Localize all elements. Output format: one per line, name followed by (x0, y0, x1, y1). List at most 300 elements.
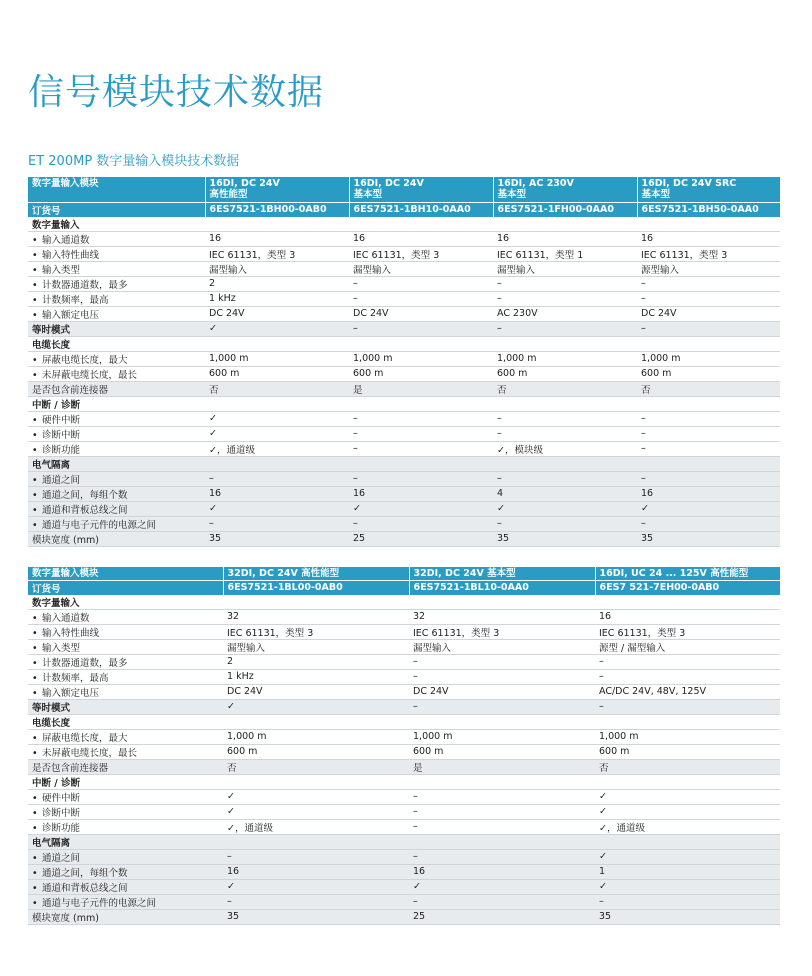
spec-table-2-body (28, 567, 780, 924)
spec-value: – (637, 276, 780, 291)
spec-value: DC 24V (349, 306, 493, 321)
spec-value: – (409, 669, 595, 684)
spec-value (349, 456, 493, 471)
bullet-glyph: • (32, 687, 38, 699)
spec-label-cell (28, 654, 223, 669)
spec-label-cell (28, 609, 223, 624)
order-number-row (28, 580, 780, 595)
spec-label: 数字量输入 (32, 597, 80, 609)
spec-value: ✓ (223, 699, 409, 714)
spec-value: 漏型输入 (409, 639, 595, 654)
spec-label-cell (28, 411, 205, 426)
module-name-header: 32DI, DC 24V 基本型 (409, 567, 595, 580)
spec-label-cell (28, 426, 205, 441)
spec-value: 1 (595, 864, 780, 879)
spec-row (28, 639, 780, 654)
order-number: 6ES7 521-7EH00-0AB0 (595, 580, 780, 595)
table-header-row (28, 567, 780, 580)
spec-value (205, 396, 349, 411)
spec-row (28, 276, 780, 291)
spec-value (205, 336, 349, 351)
spec-label-cell (28, 441, 205, 456)
spec-label: 诊断中断 (42, 429, 81, 441)
spec-label: 等时模式 (32, 324, 71, 336)
module-name: 16DI, DC 24V (353, 178, 424, 189)
spec-value (595, 595, 780, 610)
module-name-header: 32DI, DC 24V 高性能型 (223, 567, 409, 580)
spec-row (28, 714, 780, 729)
order-label: 订货号 (28, 202, 205, 217)
spec-label: 是否包含前连接器 (32, 384, 109, 396)
spec-value: 16 (223, 864, 409, 879)
spec-row (28, 246, 780, 261)
spec-value: IEC 61131，类型 1 (493, 246, 637, 261)
spec-row (28, 729, 780, 744)
spec-value: 16 (205, 231, 349, 246)
spec-value: ✓ (595, 804, 780, 819)
spec-value: 否 (223, 759, 409, 774)
spec-table-2 (28, 567, 780, 925)
bullet-glyph: • (32, 642, 38, 654)
spec-value: – (205, 471, 349, 486)
bullet-glyph: • (32, 249, 38, 261)
spec-row (28, 909, 780, 924)
spec-value (637, 456, 780, 471)
spec-label-cell (28, 261, 205, 276)
spec-label-cell (28, 744, 223, 759)
spec-label-cell (28, 879, 223, 894)
spec-row (28, 291, 780, 306)
spec-value: ✓，通道级 (595, 819, 780, 834)
spec-value: ✓ (223, 804, 409, 819)
spec-value (409, 714, 595, 729)
spec-value: 漏型输入 (349, 261, 493, 276)
spec-value: – (637, 441, 780, 456)
spec-label: 硬件中断 (42, 414, 81, 426)
spec-row (28, 595, 780, 610)
spec-label: 模块宽度 (mm) (32, 534, 99, 546)
spec-value: – (493, 276, 637, 291)
spec-label: 未屏蔽电缆长度，最长 (42, 747, 138, 759)
spec-value: – (409, 804, 595, 819)
spec-value: ✓，通道级 (223, 819, 409, 834)
module-name-header (493, 177, 637, 202)
spec-value: 25 (349, 531, 493, 546)
spec-value: ✓ (493, 501, 637, 516)
spec-label: 通道与电子元件的电源之间 (42, 897, 157, 909)
spec-value (349, 336, 493, 351)
spec-value: – (409, 789, 595, 804)
spec-value: ✓ (595, 849, 780, 864)
spec-row (28, 411, 780, 426)
spec-row (28, 819, 780, 834)
spec-value: 600 m (205, 366, 349, 381)
order-number: 6ES7521-1BL10-0AA0 (409, 580, 595, 595)
spec-value: – (637, 471, 780, 486)
spec-label: 计数频率，最高 (42, 672, 109, 684)
spec-row (28, 864, 780, 879)
spec-label: 屏蔽电缆长度，最大 (42, 354, 128, 366)
spec-label: 数字量输入 (32, 219, 80, 231)
spec-value (637, 217, 780, 232)
spec-label-cell (28, 789, 223, 804)
spec-label: 硬件中断 (42, 792, 81, 804)
bullet-glyph: • (32, 627, 38, 639)
spec-value: – (637, 426, 780, 441)
spec-value: DC 24V (637, 306, 780, 321)
bullet-glyph: • (32, 354, 38, 366)
spec-value: – (493, 321, 637, 336)
spec-label: 中断 / 诊断 (32, 777, 81, 789)
spec-value: IEC 61131，类型 3 (223, 624, 409, 639)
order-number: 6ES7521-1BH10-0AA0 (349, 202, 493, 217)
bullet-glyph: • (32, 657, 38, 669)
spec-label: 通道和背板总线之间 (42, 504, 128, 516)
spec-row (28, 894, 780, 909)
spec-value: ✓ (637, 501, 780, 516)
spec-value (637, 396, 780, 411)
spec-value: 漏型输入 (223, 639, 409, 654)
page-title: 信号模块技术数据 (28, 72, 325, 113)
order-number: 6ES7521-1BH50-0AA0 (637, 202, 780, 217)
spec-label-cell (28, 306, 205, 321)
spec-value: AC/DC 24V, 48V, 125V (595, 684, 780, 699)
spec-value: 源型输入 (637, 261, 780, 276)
spec-value (223, 714, 409, 729)
spec-value: ✓ (595, 789, 780, 804)
spec-row (28, 231, 780, 246)
spec-value: – (409, 819, 595, 834)
spec-row (28, 456, 780, 471)
spec-label: 电气隔离 (32, 837, 71, 849)
spec-value: 1,000 m (409, 729, 595, 744)
spec-label-cell (28, 471, 205, 486)
spec-value: – (349, 411, 493, 426)
spec-value: – (493, 516, 637, 531)
order-number: 6ES7521-1BH00-0AB0 (205, 202, 349, 217)
order-number: 6ES7521-1BL00-0AB0 (223, 580, 409, 595)
spec-value: 1,000 m (595, 729, 780, 744)
spec-label-cell (28, 516, 205, 531)
spec-value: – (637, 321, 780, 336)
bullet-glyph: • (32, 444, 38, 456)
spec-value: – (349, 276, 493, 291)
spec-value: 是 (349, 381, 493, 396)
spec-value: 4 (493, 486, 637, 501)
spec-value: 600 m (595, 744, 780, 759)
spec-label-cell (28, 501, 205, 516)
spec-value: 35 (493, 531, 637, 546)
spec-value (595, 834, 780, 849)
spec-value (223, 774, 409, 789)
spec-label-cell (28, 834, 223, 849)
spec-value: – (349, 291, 493, 306)
bullet-glyph: • (32, 234, 38, 246)
spec-value: 1,000 m (493, 351, 637, 366)
spec-row (28, 336, 780, 351)
table-header-row (28, 177, 780, 202)
spec-value: IEC 61131，类型 3 (205, 246, 349, 261)
spec-value: 16 (349, 486, 493, 501)
spec-label-cell (28, 804, 223, 819)
spec-value: ✓，模块级 (493, 441, 637, 456)
spec-row (28, 849, 780, 864)
spec-value: – (223, 849, 409, 864)
spec-row (28, 366, 780, 381)
spec-value (205, 217, 349, 232)
spec-row (28, 396, 780, 411)
bullet-glyph: • (32, 822, 38, 834)
spec-label-cell (28, 217, 205, 232)
spec-value: ✓ (409, 879, 595, 894)
bullet-glyph: • (32, 504, 38, 516)
spec-value: – (205, 516, 349, 531)
spec-value: 600 m (409, 744, 595, 759)
spec-label: 诊断中断 (42, 807, 81, 819)
spec-label-cell (28, 849, 223, 864)
spec-row (28, 306, 780, 321)
spec-value (223, 595, 409, 610)
spec-label: 电气隔离 (32, 459, 71, 471)
spec-value: ✓ (205, 501, 349, 516)
module-name-header (637, 177, 780, 202)
spec-value: – (409, 654, 595, 669)
spec-label: 是否包含前连接器 (32, 762, 109, 774)
spec-value: – (349, 441, 493, 456)
module-name: 16DI, DC 24V SRC (641, 178, 737, 189)
spec-value: IEC 61131，类型 3 (409, 624, 595, 639)
spec-label: 等时模式 (32, 702, 71, 714)
spec-value: – (349, 516, 493, 531)
spec-value: 32 (223, 609, 409, 624)
spec-value (349, 396, 493, 411)
spec-row (28, 441, 780, 456)
spec-value: 是 (409, 759, 595, 774)
spec-value: – (493, 291, 637, 306)
spec-value: 源型 / 漏型输入 (595, 639, 780, 654)
spec-value: ✓ (349, 501, 493, 516)
spec-row (28, 879, 780, 894)
spec-row (28, 609, 780, 624)
spec-value: – (637, 516, 780, 531)
spec-label: 屏蔽电缆长度，最大 (42, 732, 128, 744)
header-label: 数字量输入模块 (28, 177, 205, 202)
spec-label-cell (28, 624, 223, 639)
bullet-glyph: • (32, 867, 38, 879)
spec-value: 漏型输入 (205, 261, 349, 276)
spec-label-cell (28, 909, 223, 924)
spec-value: 35 (595, 909, 780, 924)
spec-label-cell (28, 291, 205, 306)
spec-row (28, 261, 780, 276)
spec-row (28, 684, 780, 699)
spec-label-cell (28, 864, 223, 879)
spec-row (28, 471, 780, 486)
spec-value: 32 (409, 609, 595, 624)
bullet-glyph: • (32, 474, 38, 486)
spec-value: – (409, 699, 595, 714)
spec-value: 否 (493, 381, 637, 396)
spec-value: 600 m (349, 366, 493, 381)
spec-label: 电缆长度 (32, 339, 71, 351)
spec-value (409, 774, 595, 789)
spec-value (493, 396, 637, 411)
spec-label: 未屏蔽电缆长度，最长 (42, 369, 138, 381)
spec-label: 输入额定电压 (42, 309, 100, 321)
module-name: 16DI, DC 24V (209, 178, 280, 189)
spec-value: ✓ (223, 879, 409, 894)
spec-label: 通道之间，每组个数 (42, 489, 128, 501)
spec-label: 输入额定电压 (42, 687, 100, 699)
spec-row (28, 516, 780, 531)
spec-value (595, 774, 780, 789)
spec-value: 漏型输入 (493, 261, 637, 276)
module-name-header (205, 177, 349, 202)
order-label: 订货号 (28, 580, 223, 595)
spec-row (28, 654, 780, 669)
spec-value: – (409, 849, 595, 864)
spec-label: 计数频率，最高 (42, 294, 109, 306)
spec-value: – (637, 411, 780, 426)
spec-label: 输入特性曲线 (42, 627, 100, 639)
bullet-glyph: • (32, 732, 38, 744)
spec-label-cell (28, 819, 223, 834)
spec-label: 通道和背板总线之间 (42, 882, 128, 894)
spec-value: 16 (637, 486, 780, 501)
spec-label-cell (28, 699, 223, 714)
spec-label-cell (28, 759, 223, 774)
spec-value: 16 (493, 231, 637, 246)
bullet-glyph: • (32, 414, 38, 426)
spec-label-cell (28, 366, 205, 381)
spec-label-cell (28, 894, 223, 909)
bullet-glyph: • (32, 309, 38, 321)
spec-value: – (493, 426, 637, 441)
spec-label-cell (28, 276, 205, 291)
spec-label-cell (28, 729, 223, 744)
spec-label-cell (28, 486, 205, 501)
spec-row (28, 624, 780, 639)
spec-value: 16 (637, 231, 780, 246)
spec-value: – (595, 654, 780, 669)
spec-row (28, 501, 780, 516)
spec-row (28, 699, 780, 714)
spec-value: 1,000 m (637, 351, 780, 366)
spec-value: – (349, 471, 493, 486)
spec-value: 否 (637, 381, 780, 396)
spec-label: 输入类型 (42, 642, 81, 654)
spec-label: 输入通道数 (42, 234, 90, 246)
spec-row (28, 804, 780, 819)
spec-label: 通道之间，每组个数 (42, 867, 128, 879)
spec-value: 16 (205, 486, 349, 501)
spec-label: 电缆长度 (32, 717, 71, 729)
spec-table-1 (28, 177, 780, 547)
spec-value: 16 (409, 864, 595, 879)
spec-row (28, 351, 780, 366)
spec-value (349, 217, 493, 232)
spec-label-cell (28, 336, 205, 351)
spec-value: DC 24V (205, 306, 349, 321)
spec-value: DC 24V (223, 684, 409, 699)
spec-value: 1,000 m (223, 729, 409, 744)
spec-value: – (595, 699, 780, 714)
spec-value: 25 (409, 909, 595, 924)
bullet-glyph: • (32, 882, 38, 894)
spec-label: 诊断功能 (42, 822, 81, 834)
spec-row (28, 744, 780, 759)
spec-value: 1,000 m (205, 351, 349, 366)
spec-value: – (595, 669, 780, 684)
spec-label-cell (28, 639, 223, 654)
spec-label-cell (28, 351, 205, 366)
spec-label-cell (28, 246, 205, 261)
spec-value (493, 217, 637, 232)
spec-value: 35 (637, 531, 780, 546)
spec-label-cell (28, 595, 223, 610)
spec-label-cell (28, 231, 205, 246)
bullet-glyph: • (32, 747, 38, 759)
spec-row (28, 834, 780, 849)
module-variant: 基本型 (353, 189, 383, 200)
spec-label-cell (28, 714, 223, 729)
spec-label: 计数器通道数，最多 (42, 279, 128, 291)
spec-table-1-body (28, 177, 780, 546)
spec-label: 输入特性曲线 (42, 249, 100, 261)
spec-row (28, 774, 780, 789)
spec-value (637, 336, 780, 351)
spec-value: 2 (223, 654, 409, 669)
bullet-glyph: • (32, 792, 38, 804)
spec-row (28, 426, 780, 441)
spec-value: IEC 61131，类型 3 (595, 624, 780, 639)
spec-label: 中断 / 诊断 (32, 399, 81, 411)
spec-value: – (493, 471, 637, 486)
module-variant: 高性能型 (209, 189, 248, 200)
spec-label-cell (28, 396, 205, 411)
bullet-glyph: • (32, 294, 38, 306)
spec-value: ✓，通道级 (205, 441, 349, 456)
bullet-glyph: • (32, 279, 38, 291)
section-title: ET 200MP 数字量输入模块技术数据 (28, 154, 240, 169)
bullet-glyph: • (32, 369, 38, 381)
spec-value: 2 (205, 276, 349, 291)
bullet-glyph: • (32, 489, 38, 501)
spec-value (595, 714, 780, 729)
spec-value: ✓ (205, 411, 349, 426)
module-name-header: 16DI, UC 24 ... 125V 高性能型 (595, 567, 780, 580)
spec-value: 600 m (493, 366, 637, 381)
bullet-glyph: • (32, 807, 38, 819)
module-name-header (349, 177, 493, 202)
spec-row (28, 321, 780, 336)
spec-value: IEC 61131，类型 3 (349, 246, 493, 261)
spec-row (28, 759, 780, 774)
spec-value: 16 (595, 609, 780, 624)
spec-label-cell (28, 531, 205, 546)
bullet-glyph: • (32, 264, 38, 276)
spec-value: 否 (595, 759, 780, 774)
spec-value: 1,000 m (349, 351, 493, 366)
spec-row (28, 669, 780, 684)
spec-value: 否 (205, 381, 349, 396)
order-number-row (28, 202, 780, 217)
spec-value (409, 834, 595, 849)
spec-value: DC 24V (409, 684, 595, 699)
bullet-glyph: • (32, 852, 38, 864)
spec-label-cell (28, 456, 205, 471)
spec-value: AC 230V (493, 306, 637, 321)
